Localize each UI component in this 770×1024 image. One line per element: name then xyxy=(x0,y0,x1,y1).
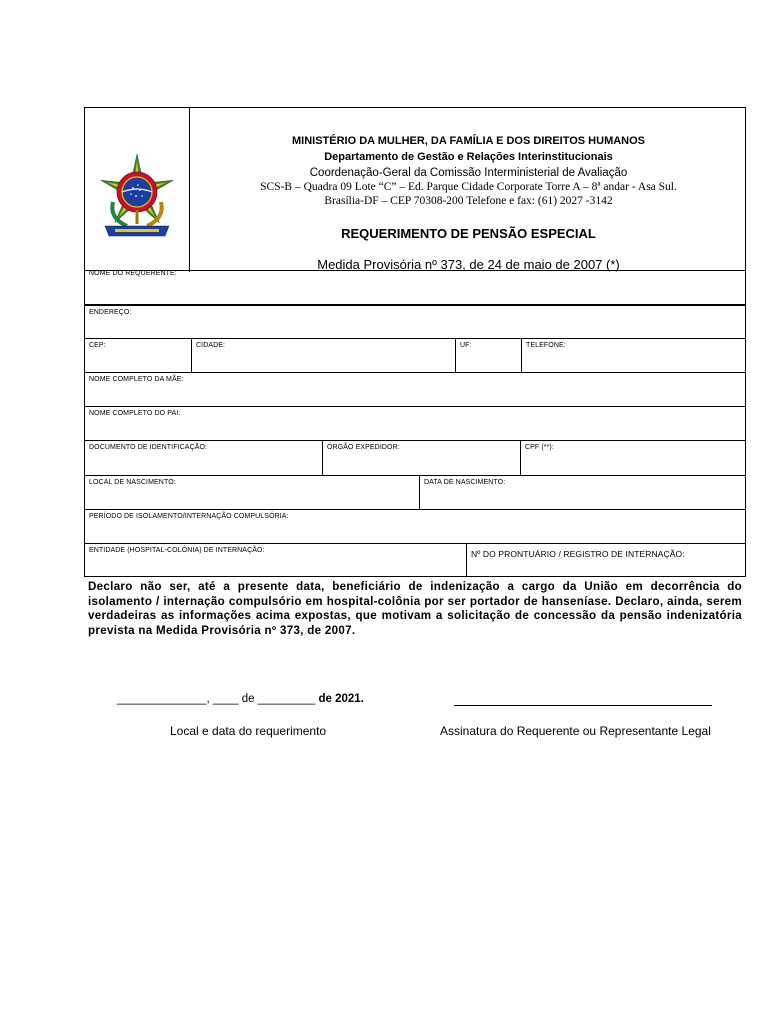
field-endereco[interactable] xyxy=(84,305,746,339)
department-name: Departamento de Gestão e Relações Interinstitucionais xyxy=(324,151,613,163)
field-label: ENDEREÇO: xyxy=(89,309,132,316)
date-caption: Local e data do requerimento xyxy=(170,724,327,738)
field-uf[interactable] xyxy=(455,339,521,372)
date-year: de 2021. xyxy=(318,693,364,705)
field-label: ÓRGÃO EXPEDIDOR: xyxy=(327,444,400,451)
field-label: Nº DO PRONTUÁRIO / REGISTRO DE INTERNAÇÃO: xyxy=(471,549,685,559)
form-header xyxy=(84,107,746,271)
field-nome-requerente[interactable] xyxy=(84,271,746,305)
field-label: CPF (**): xyxy=(525,444,554,451)
date-blanks: ______________, ____ de _________ xyxy=(117,693,319,705)
field-nome-mae[interactable] xyxy=(84,373,746,407)
field-orgao[interactable] xyxy=(322,441,520,475)
address-line-1: SCS-B – Quadra 09 Lote “C” – Ed. Parque Cidade Corporate Torre A – 8ª andar - Asa Sul. xyxy=(260,181,677,193)
emblem-cell xyxy=(85,108,190,272)
field-label: UF: xyxy=(460,342,472,349)
signature-line[interactable] xyxy=(454,705,712,706)
field-periodo[interactable] xyxy=(84,510,746,544)
field-label: PERÍODO DE ISOLAMENTO/INTERNAÇÃO COMPULSÓRIA: xyxy=(89,513,289,520)
field-local-nascimento[interactable] xyxy=(85,476,419,509)
form-subtitle: Medida Provisória nº 373, de 24 de maio de 2007 (*) xyxy=(317,257,620,272)
field-cep[interactable] xyxy=(85,339,191,372)
field-row-hospital xyxy=(84,544,746,577)
field-label: NOME COMPLETO DA MÃE: xyxy=(89,376,184,383)
field-label: CEP: xyxy=(89,342,106,349)
coat-of-arms-icon xyxy=(97,152,177,240)
form-title: REQUERIMENTO DE PENSÃO ESPECIAL xyxy=(341,226,596,241)
field-telefone[interactable] xyxy=(521,339,745,372)
signature-caption: Assinatura do Requerente ou Representante Legal xyxy=(440,724,711,738)
address-line-2: Brasília-DF – CEP 70308-200 Telefone e fax: (61) 2027 -3142 xyxy=(324,195,613,207)
field-documento[interactable] xyxy=(85,441,322,475)
ministry-name: MINISTÉRIO DA MULHER, DA FAMÍLIA E DOS DIREITOS HUMANOS xyxy=(291,135,646,147)
field-label: TELEFONE: xyxy=(526,342,566,349)
coordination-name: Coordenação-Geral da Comissão Interministerial de Avaliação xyxy=(309,167,628,179)
declaration-text: Declaro não ser, até a presente data, beneficiário de indenização a cargo da União em decorrência do isolamento / internação compulsório em hospital-colônia por ser portador de hanseníase. Declaro, ainda, serem verdadeiras as informações acima expostas, que motivam a solicitação de concessão da pensão indenizatória prevista na Medida Provisória nº 373, de 2007. xyxy=(88,580,742,637)
field-data-nascimento[interactable] xyxy=(419,476,745,509)
field-label: DATA DE NASCIMENTO: xyxy=(424,479,506,486)
field-label: NOME DO REQUERENTE: xyxy=(89,270,177,277)
field-label: NOME COMPLETO DO PAI: xyxy=(89,410,181,417)
field-label: LOCAL DE NASCIMENTO: xyxy=(89,479,176,486)
date-fill-line[interactable] xyxy=(117,693,364,705)
field-label: DOCUMENTO DE IDENTIFICAÇÃO: xyxy=(89,444,208,451)
field-cpf[interactable] xyxy=(520,441,745,475)
field-label: ENTIDADE (HOSPITAL-COLÔNIA) DE INTERNAÇÃO: xyxy=(89,547,265,554)
field-row-birth xyxy=(84,476,746,510)
field-label: CIDADE: xyxy=(196,342,226,349)
field-nome-pai[interactable] xyxy=(84,407,746,441)
field-prontuario[interactable] xyxy=(466,544,745,576)
field-row-documents xyxy=(84,441,746,476)
field-row-address xyxy=(84,339,746,373)
field-entidade[interactable] xyxy=(85,544,466,576)
